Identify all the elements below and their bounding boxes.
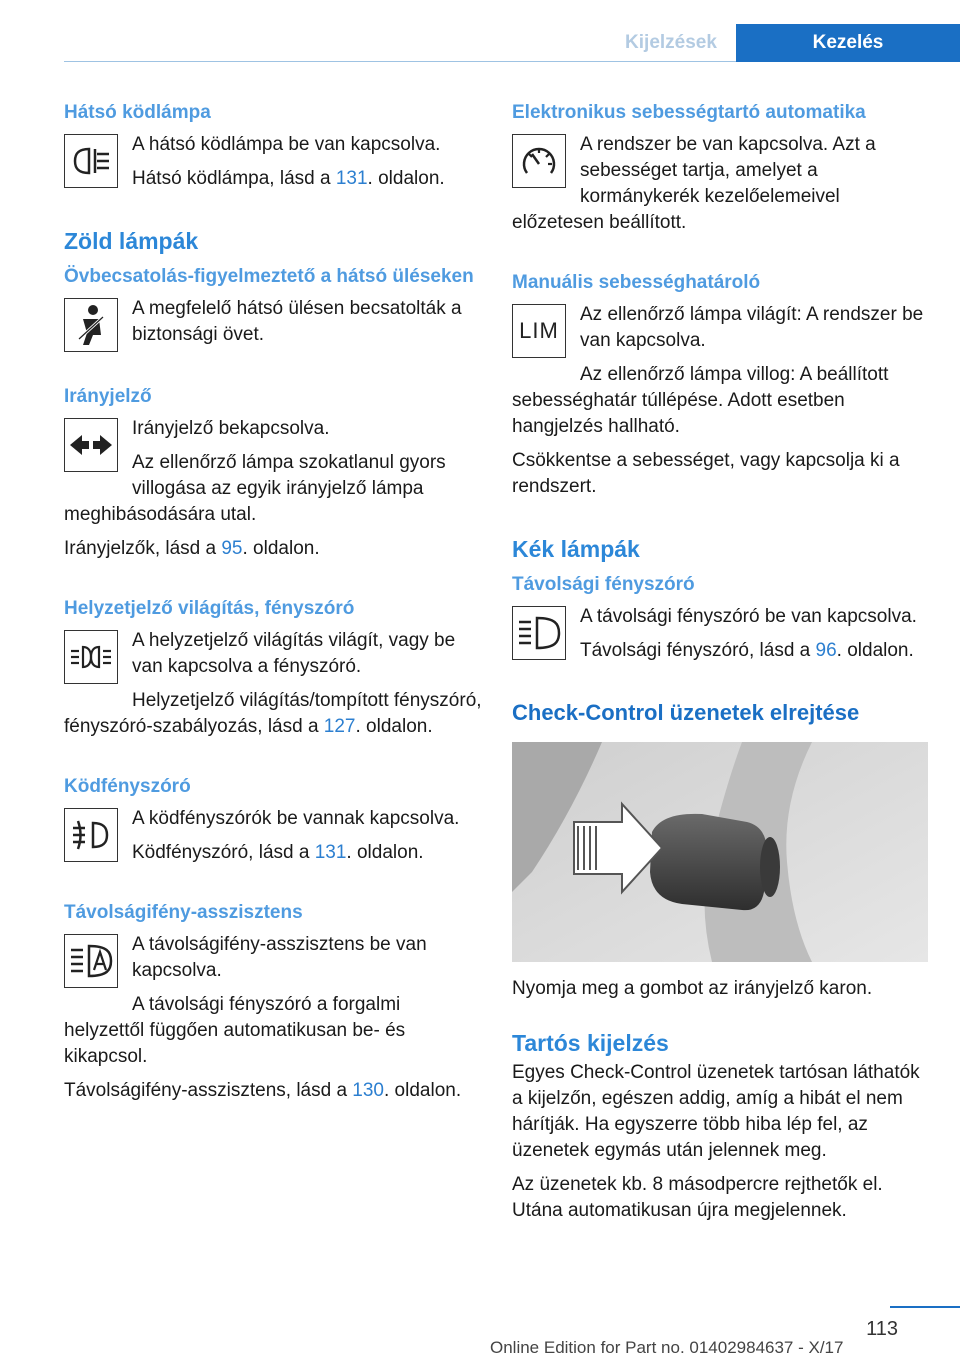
section-title-seatbelt: Övbecsatolás-figyelmeztető a hátsó üléseken (64, 266, 474, 287)
check-control-caption: Nyomja meg a gombot az irányjelző karon. (512, 978, 873, 999)
high-beam-assistant-ref: Távolságifény-asszisztens, lásd a 130. oldalon. (64, 1080, 462, 1101)
page-link-95[interactable]: 95 (221, 538, 243, 559)
left-column (64, 100, 482, 1112)
permanent-display-title: Tartós kijelzés (512, 1030, 669, 1056)
right-column (512, 100, 932, 1232)
edition-note: Online Edition for Part no. 01402984637 - X/17 (490, 1338, 844, 1357)
high-beam-assistant-icon (64, 934, 118, 988)
high-beam-text: A távolsági fényszóró be van kapcsolva. (580, 606, 917, 627)
front-fog-ref: Ködfényszóró, lásd a 131. oldalon. (132, 842, 424, 863)
seatbelt-icon (64, 298, 118, 352)
tab-kijelzesek[interactable]: Kijelzések (625, 32, 717, 53)
permanent-display-text-2: Az üzenetek kb. 8 másodpercre rejthetők el. Utána automatikusan újra megjelennek. (512, 1174, 883, 1221)
cruise-control-speedometer-icon (512, 134, 566, 188)
high-beam-assistant-text-1: A távolságifény-asszisztens be van kapcsolva. (132, 934, 427, 981)
section-title-high-beam-assistant: Távolságifény-asszisztens (64, 902, 303, 923)
rear-fog-ref: Hátsó ködlámpa, lásd a 131. oldalon. (132, 168, 445, 189)
high-beam-ref: Távolsági fényszóró, lásd a 96. oldalon. (580, 640, 914, 661)
rear-fog-text: A hátsó ködlámpa be van kapcsolva. (132, 134, 441, 155)
cruise-control-text: A rendszer be van kapcsolva. Azt a sebességet tartja, amelyet a kormánykerék kezelőelemeivel előzetesen beállított. (512, 134, 876, 233)
speed-limiter-text-2: Az ellenőrző lámpa villog: A beállított sebességhatár túllépése. Adott esetben hangjelzés hallható. (512, 364, 889, 437)
rear-fog-lamp-icon (64, 134, 118, 188)
page-link-131-b[interactable]: 131 (314, 842, 347, 863)
page-number: 113 (866, 1318, 898, 1340)
tab-kezeles[interactable]: Kezelés (736, 24, 960, 62)
section-title-parking-lights: Helyzetjelző világítás, fényszóró (64, 598, 355, 619)
section-title-high-beam: Távolsági fényszóró (512, 574, 695, 595)
page-link-96[interactable]: 96 (815, 640, 837, 661)
section-title-cruise-control: Elektronikus sebességtartó automatika (512, 102, 866, 123)
turn-signal-arrows-icon (64, 418, 118, 472)
section-title-front-fog: Ködfényszóró (64, 776, 191, 797)
section-title-speed-limiter: Manuális sebességhatároló (512, 272, 761, 293)
high-beam-assistant-text-2: A távolsági fényszóró a forgalmi helyzettől függően automatikusan be- és kikapcsol. (64, 994, 406, 1067)
turn-signal-ref: Irányjelzők, lásd a 95. oldalon. (64, 538, 320, 559)
parking-lights-ref: Helyzetjelző világítás/tompított fényszóró, fényszóró-szabályozás, lásd a 127. oldalon. (64, 690, 482, 737)
speed-limiter-text-1: Az ellenőrző lámpa világít: A rendszer be van kapcsolva. (580, 304, 924, 351)
green-lamps-title: Zöld lámpák (64, 228, 199, 254)
section-title-turn-signal: Irányjelző (64, 386, 152, 407)
speed-limiter-text-3: Csökkentse a sebességet, vagy kapcsolja ki a rendszert. (512, 450, 900, 497)
page-link-127[interactable]: 127 (323, 716, 356, 737)
turn-signal-text-1: Irányjelző bekapcsolva. (132, 418, 330, 439)
front-fog-text: A ködfényszórók be vannak kapcsolva. (132, 808, 460, 829)
front-fog-lamp-icon (64, 808, 118, 862)
high-beam-icon (512, 606, 566, 660)
turn-signal-lever-photo (512, 742, 928, 962)
page-link-131[interactable]: 131 (335, 168, 368, 189)
turn-signal-text-2: Az ellenőrző lámpa szokatlanul gyors villogása az egyik irányjelző lámpa meghibásodására utal. (64, 452, 446, 525)
check-control-title: Check-Control üzenetek elrejtése (512, 700, 860, 725)
footer-rule (890, 1306, 960, 1308)
seatbelt-text: A megfelelő hátsó ülésen becsatolták a biztonsági övet. (132, 298, 462, 345)
parking-lights-text-1: A helyzetjelző világítás világít, vagy be van kapcsolva a fényszóró. (132, 630, 456, 677)
section-title-rear-fog: Hátsó ködlámpa (64, 102, 211, 123)
page-link-130[interactable]: 130 (352, 1080, 384, 1101)
parking-lights-icon (64, 630, 118, 684)
permanent-display-text-1: Egyes Check-Control üzenetek tartósan láthatók a kijelzőn, egészen addig, amíg a hibát el nem hárítják. Ha egyszerre több hiba lép fel, az üzenetek egymás után jelennek meg. (512, 1062, 920, 1161)
blue-lamps-title: Kék lámpák (512, 536, 640, 562)
speed-limiter-lim-icon: LIM (512, 304, 566, 358)
